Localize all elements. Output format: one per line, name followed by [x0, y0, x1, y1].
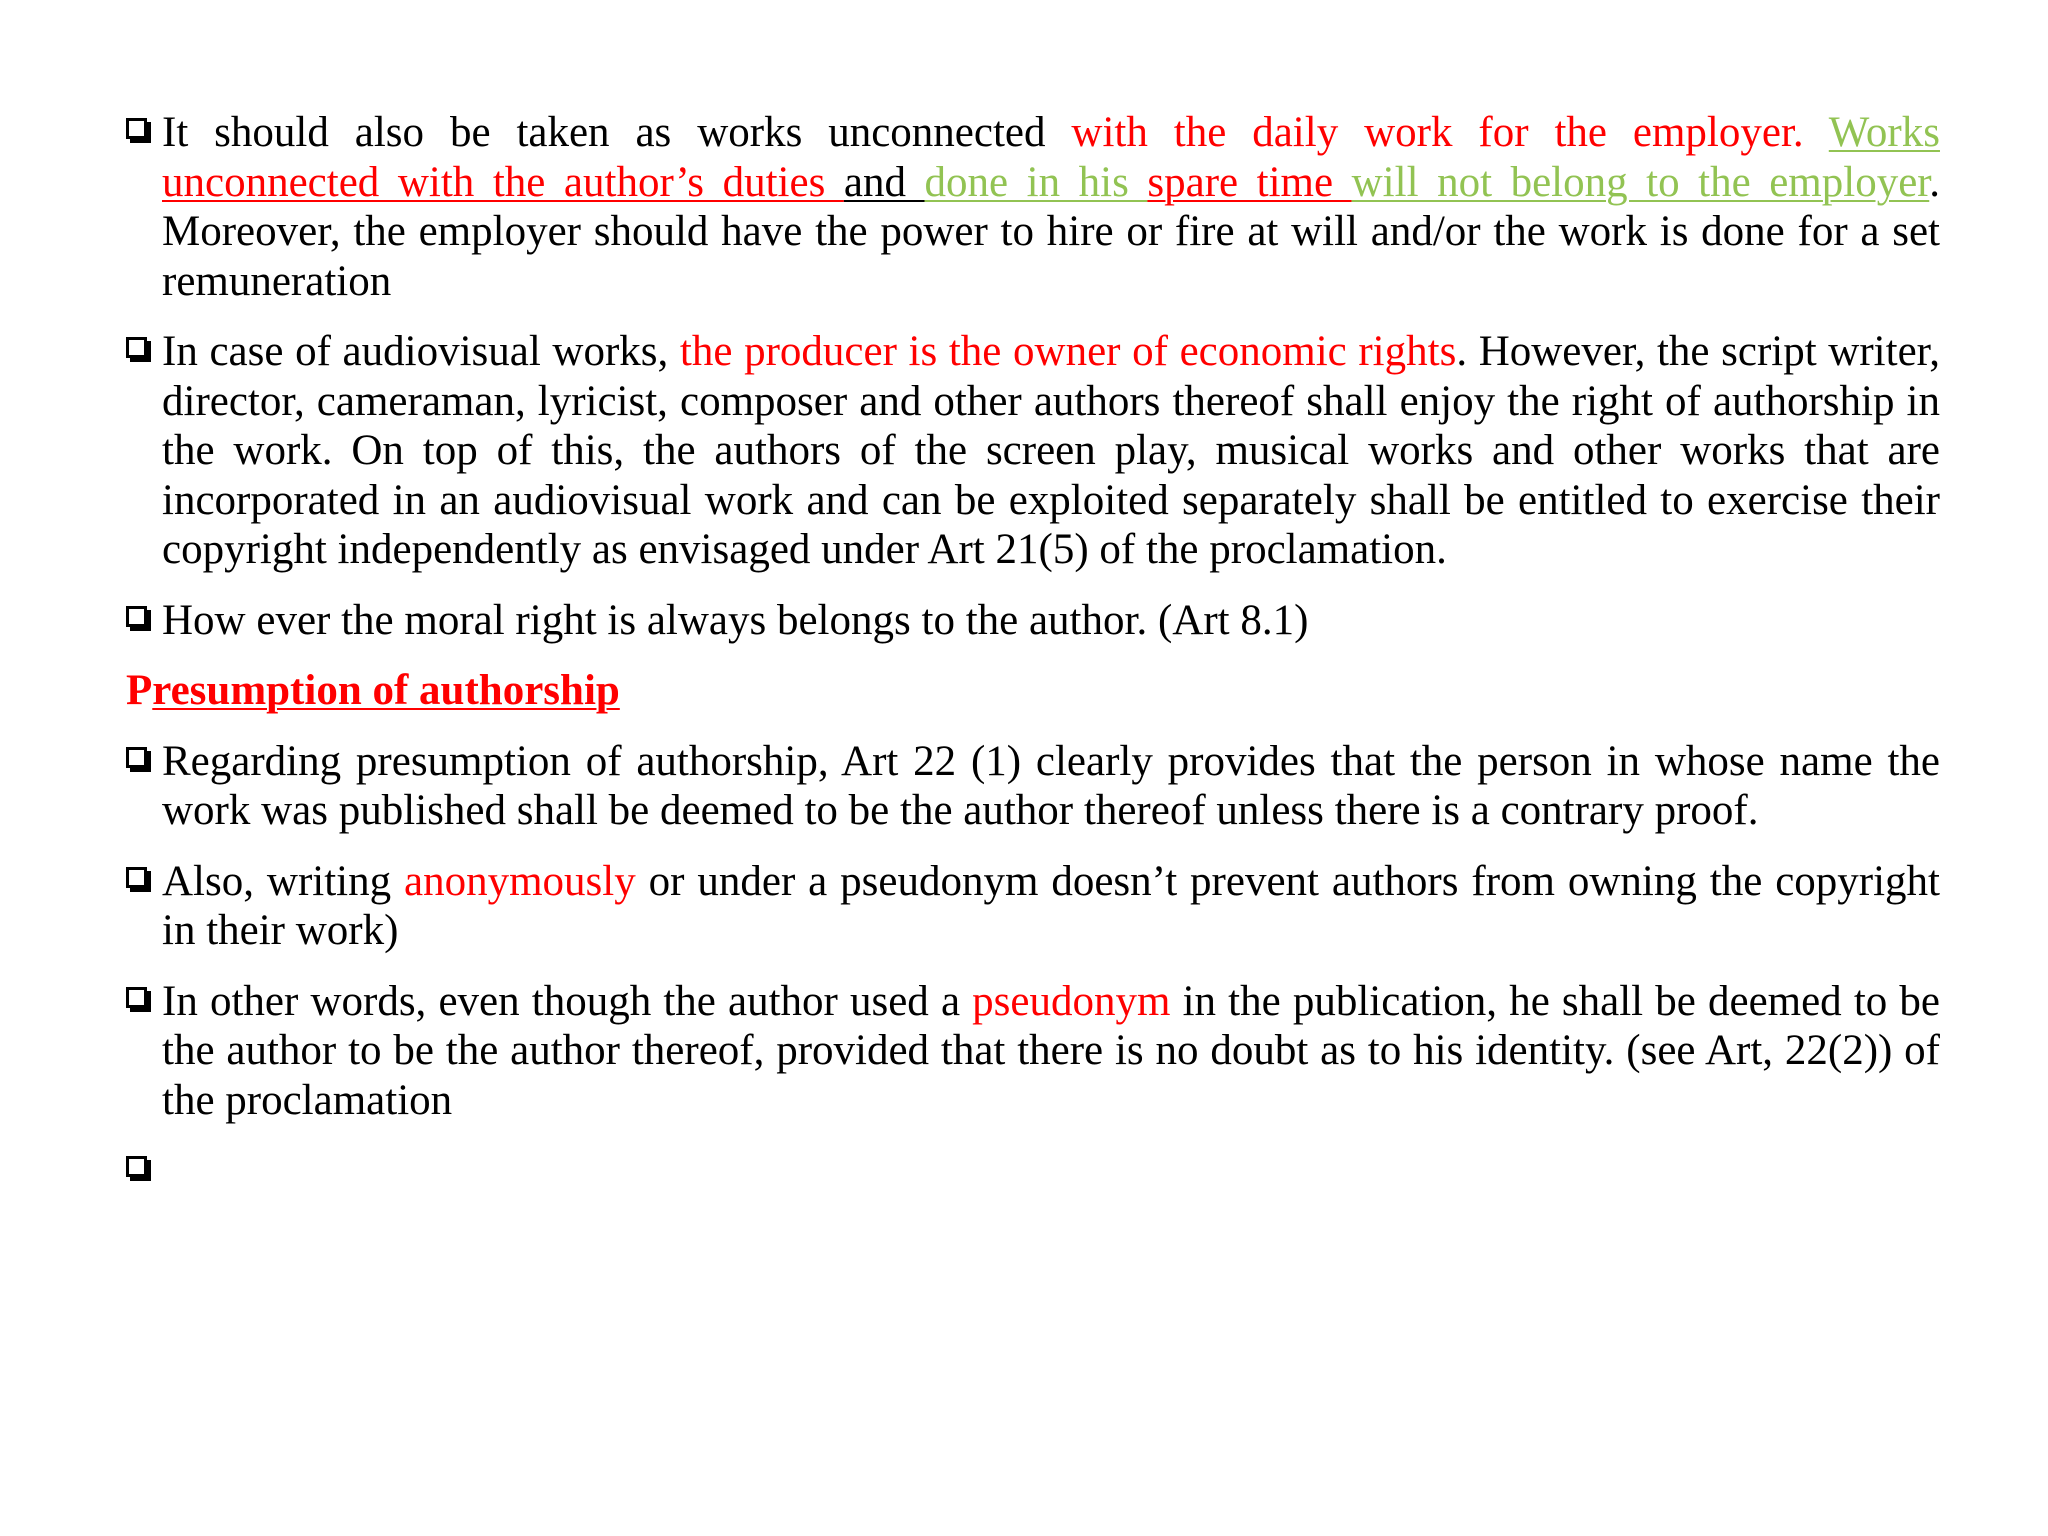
text-segment: In other words, even though the author used a [162, 977, 973, 1025]
highlight-green-underlined-text: Works [1828, 109, 1940, 156]
text-segment: . Moreover, the employer should have the power to hire or fire at will and/or the work is done for a set remuneration [162, 158, 1940, 305]
text-segment: It should also be taken as works unconnected [162, 109, 1072, 156]
bullet-anonymously [122, 857, 1940, 956]
text-segment: How ever the moral right is always belongs to the author. (Art 8.1) [162, 596, 1309, 644]
text-segment: or under a pseudonym doesn’t prevent authors from owning the copyright in their work) [162, 857, 1940, 954]
bullet-moral-right [122, 596, 1940, 646]
slide-content [122, 108, 1940, 1196]
highlight-green-underlined-text: will not belong to the employer [1351, 158, 1930, 206]
square-bullet-icon [126, 118, 147, 139]
highlight-red-text: pseudonym [972, 977, 1171, 1025]
section-heading [122, 666, 1940, 716]
text-segment: Also, writing [162, 857, 405, 905]
square-bullet-icon [126, 867, 147, 888]
text-segment: in the publication, he shall be deemed to be the author to be the author thereof, provided that there is no doubt as to his identity. (see Art, 22(2)) of the proclamation [162, 977, 1940, 1124]
text-segment: Regarding presumption of authorship, Art 22 (1) clearly provides that the person in whose name the work was published shall be deemed to be the author thereof unless there is a contrary proof. [162, 737, 1940, 834]
square-bullet-icon [126, 987, 147, 1008]
square-bullet-icon [126, 1156, 147, 1177]
highlight-red-text: the producer is the owner of economic rights [679, 328, 1457, 375]
bullet-pseudonym [122, 977, 1940, 1126]
heading-first-letter: P [126, 667, 153, 714]
square-bullet-icon [126, 747, 147, 768]
bullet-presumption-art22 [122, 737, 1940, 836]
highlight-red-text: with the daily work for the employer. [1071, 109, 1829, 156]
bullet-empty [122, 1146, 1940, 1196]
heading-rest: resumption of authorship [152, 667, 620, 714]
highlight-green-underlined-text: done in his [924, 158, 1148, 206]
highlight-red-underlined-text: spare time [1147, 158, 1352, 206]
highlight-red-underlined-text: unconnected with the author’s duties [162, 158, 844, 206]
underlined-text: and [843, 158, 925, 206]
bullet-audiovisual-works [122, 327, 1940, 575]
highlight-red-text: anonymously [404, 857, 636, 905]
square-bullet-icon [126, 337, 147, 358]
square-bullet-icon [126, 606, 147, 627]
text-segment: . However, the script writer, director, cameraman, lyricist, composer and other authors thereof shall enjoy the right of authorship in the work. On top of this, the authors of the screen play, musical works and other works that are incorporated in an audiovisual work and can be exploited separately shall be entitled to exercise their copyright independently as envisaged under Art 21(5) of the proclamation. [162, 328, 1940, 573]
text-segment: In case of audiovisual works, [162, 328, 680, 375]
bullet-employer-works [122, 108, 1940, 306]
